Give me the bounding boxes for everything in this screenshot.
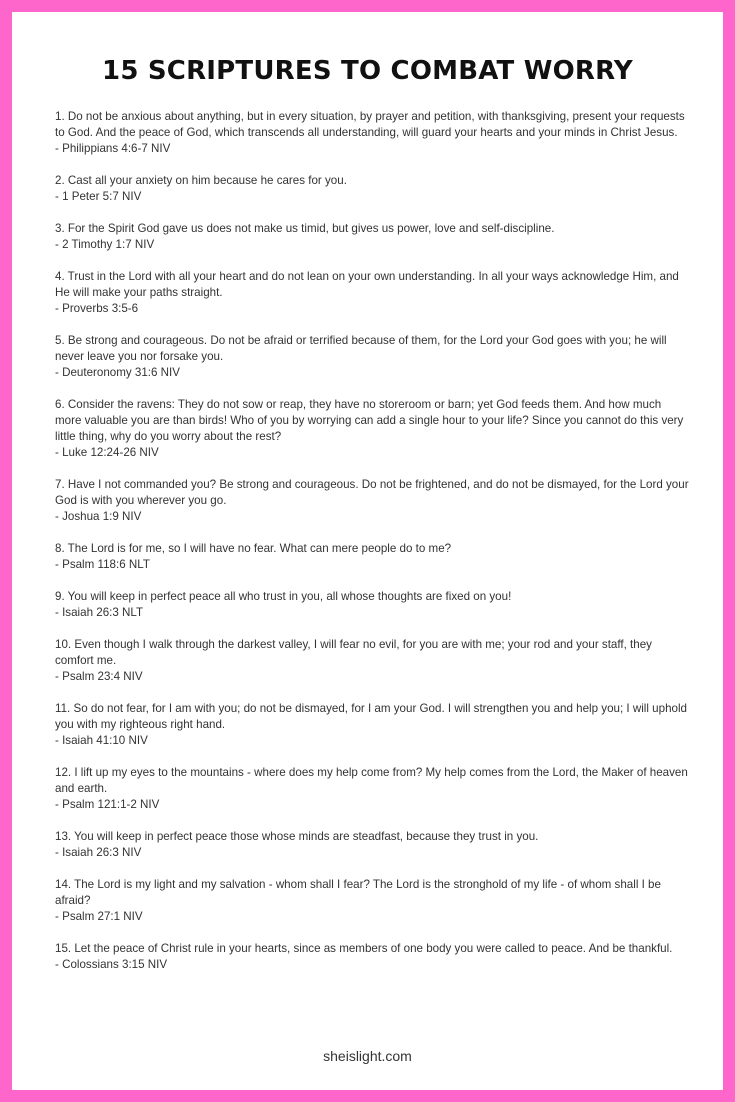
scripture-item [55, 637, 689, 685]
scripture-text: 15. Let the peace of Christ rule in your hearts, since as members of one body you were called to peace. And be thankful. [55, 942, 673, 955]
scripture-text: 5. Be strong and courageous. Do not be afraid or terrified because of them, for the Lord your God goes with you; he will never leave you nor forsake you. [55, 334, 667, 363]
scripture-reference: - Psalm 118:6 NLT [55, 558, 150, 571]
printable-page [12, 12, 723, 1090]
scripture-reference: - Psalm 23:4 NIV [55, 670, 143, 683]
scripture-item [55, 589, 689, 621]
scripture-text: 12. I lift up my eyes to the mountains - where does my help come from? My help comes from the Lord, the Maker of heaven and earth. [55, 766, 688, 795]
scripture-item [55, 109, 689, 157]
scripture-reference: - 2 Timothy 1:7 NIV [55, 238, 155, 251]
scripture-text: 1. Do not be anxious about anything, but in every situation, by prayer and petition, with thanksgiving, present your requests to God. And the peace of God, which transcends all understanding, will guard your hearts and your minds in Christ Jesus. [55, 110, 685, 139]
scripture-reference: - Colossians 3:15 NIV [55, 958, 168, 971]
scripture-text: 10. Even though I walk through the darkest valley, I will fear no evil, for you are with me; your rod and your staff, they comfort me. [55, 638, 652, 667]
scripture-item [55, 829, 689, 861]
scripture-reference: - Isaiah 41:10 NIV [55, 734, 148, 747]
scripture-text: 6. Consider the ravens: They do not sow or reap, they have no storeroom or barn; yet God feeds them. And how much more valuable you are than birds! Who of you by worrying can add a single hour to your life? Since you cannot do this very little thing, why do you worry about the rest? [55, 398, 684, 443]
scripture-reference: - Philippians 4:6-7 NIV [55, 142, 171, 155]
website-footer: sheislight.com [323, 1048, 412, 1064]
scripture-text: 8. The Lord is for me, so I will have no fear. What can mere people do to me? [55, 542, 452, 555]
scripture-item [55, 541, 689, 573]
scripture-item [55, 765, 689, 813]
scripture-item [55, 173, 689, 205]
scripture-reference: - Isaiah 26:3 NLT [55, 606, 144, 619]
scripture-text: 7. Have I not commanded you? Be strong and courageous. Do not be frightened, and do not be dismayed, for the Lord your God is with you wherever you go. [55, 478, 689, 507]
scripture-item [55, 477, 689, 525]
scripture-text: 11. So do not fear, for I am with you; do not be dismayed, for I am your God. I will strengthen you and help you; I will uphold you with my righteous right hand. [55, 702, 687, 731]
scripture-text: 2. Cast all your anxiety on him because he cares for you. [55, 174, 347, 187]
scripture-reference: - 1 Peter 5:7 NIV [55, 190, 142, 203]
scripture-text: 9. You will keep in perfect peace all who trust in you, all whose thoughts are fixed on you! [55, 590, 512, 603]
scripture-reference: - Joshua 1:9 NIV [55, 510, 142, 523]
scripture-item [55, 333, 689, 381]
scripture-item [55, 701, 689, 749]
scripture-text: 13. You will keep in perfect peace those whose minds are steadfast, because they trust in you. [55, 830, 539, 843]
page-title: 15 SCRIPTURES TO COMBAT WORRY [102, 56, 633, 86]
scripture-reference: - Psalm 121:1-2 NIV [55, 798, 160, 811]
scripture-text: 3. For the Spirit God gave us does not make us timid, but gives us power, love and self-discipline. [55, 222, 555, 235]
scripture-reference: - Luke 12:24-26 NIV [55, 446, 159, 459]
scripture-item [55, 941, 689, 973]
scripture-reference: - Proverbs 3:5-6 [55, 302, 139, 315]
scripture-text: 14. The Lord is my light and my salvation - whom shall I fear? The Lord is the stronghold of my life - of whom shall I be afraid? [55, 878, 661, 907]
scripture-text: 4. Trust in the Lord with all your heart and do not lean on your own understanding. In all your ways acknowledge Him, and He will make your paths straight. [55, 270, 679, 299]
scripture-item [55, 877, 689, 925]
scripture-reference: - Isaiah 26:3 NIV [55, 846, 142, 859]
scripture-list [55, 109, 689, 989]
scripture-item [55, 221, 689, 253]
scripture-item [55, 269, 689, 317]
scripture-reference: - Deuteronomy 31:6 NIV [55, 366, 181, 379]
scripture-reference: - Psalm 27:1 NIV [55, 910, 143, 923]
scripture-item [55, 397, 689, 461]
